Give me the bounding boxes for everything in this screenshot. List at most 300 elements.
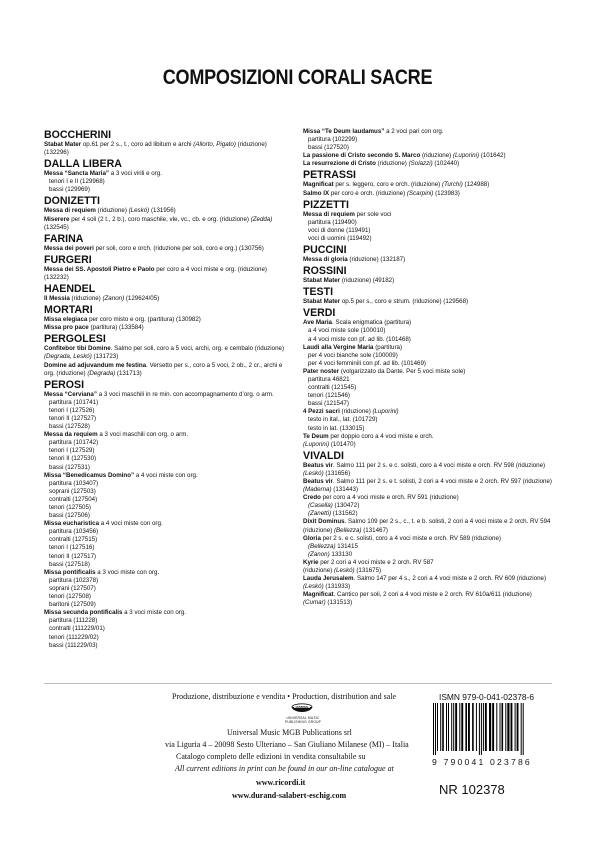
entry-text: (131675): [354, 567, 382, 575]
entry-text: . Salmo 109 per 2 s., c., t. e b. solisti, 2 cori a 4 voci miste e 2 orch. RV 594: [344, 518, 551, 526]
catalogue-entry: [303, 256, 553, 264]
entry-text: bassi (127520): [308, 144, 349, 152]
editor-name: (Leskó): [128, 207, 150, 215]
entry-text: 131415: [335, 542, 358, 550]
entry-text: bassi (121547): [308, 400, 349, 408]
catalogue-left-column: [44, 128, 292, 650]
barcode-bar: [502, 703, 504, 751]
entry-text: . Salmo per soli, coro a 5 voci, archi, org. e cembalo (riduzione): [110, 345, 285, 353]
editor-name: (Luporini): [303, 440, 330, 448]
entry-text: (102440): [432, 160, 460, 168]
catalogue-entry: [303, 575, 553, 591]
catalogue-entry: [44, 186, 292, 194]
entry-text: bassi (127518): [49, 560, 90, 568]
entry-text: (riduzione): [339, 408, 373, 416]
work-title: La passione di Cristo secondo S. Marco: [303, 152, 421, 160]
entry-text: (131562): [331, 510, 358, 518]
entry-text: (131723): [91, 353, 119, 361]
editor-name: (Bellezza): [333, 526, 362, 534]
work-title: Credo: [303, 494, 321, 502]
catalogue-entry: [303, 502, 553, 510]
entry-text: bassi (127531): [49, 463, 90, 471]
editor-name: (Degrada, Leskó): [44, 353, 92, 361]
editor-name: (Casella): [308, 502, 333, 510]
work-title: Messa di gloria: [303, 256, 348, 264]
work-title: Il Messia: [44, 295, 70, 303]
entry-text: (131956): [149, 207, 176, 215]
work-title: Missa “Benedicamus Domino”: [44, 471, 135, 479]
entry-text: testo in ital., lat. (101729): [308, 416, 378, 424]
work-title: Gloria: [303, 534, 321, 542]
barcode-bar: [523, 703, 524, 755]
catalogue-entry: [303, 551, 553, 559]
catalogue-entry: [44, 488, 292, 496]
logo-caption: [277, 717, 329, 724]
work-title: Missa eucharistica: [44, 520, 100, 528]
entry-text: a 4 voci miste con org.: [134, 471, 198, 479]
work-title: 4 Pezzi sacri: [303, 408, 340, 416]
entry-text: tenori (111229/02): [49, 633, 99, 641]
entry-text: (riduzione): [69, 295, 103, 303]
catalogue-entry: [44, 141, 292, 149]
catalogue-entry: [44, 316, 292, 324]
editor-name: (Luporini): [372, 408, 399, 416]
work-title: Magnificat: [303, 181, 334, 189]
work-title: Missa secunda pontificalis: [44, 609, 123, 617]
catalogue-entry: [303, 352, 553, 360]
entry-text: partitura (102299): [308, 136, 358, 144]
entry-text: testo in lat. (133015): [308, 424, 365, 432]
entry-text: (132232): [44, 273, 69, 281]
work-title: Missa elegiaca: [44, 316, 88, 324]
catalogue-entry: [303, 559, 553, 567]
catalogue-entry: [303, 433, 553, 441]
entry-text: a 3 voci miste con org.: [95, 568, 160, 576]
entry-text: per s. leggero, coro e orch. (riduzione): [333, 181, 442, 189]
entry-text: (riduzione) (132187): [347, 256, 406, 264]
catalogue-entry: [44, 207, 292, 215]
work-title: Beatus vir: [303, 461, 333, 469]
work-title: Messa “Cerviana”: [44, 390, 97, 398]
barcode-bar: [437, 703, 438, 751]
catalogue-entry: [44, 480, 292, 488]
entry-text: (123983): [433, 189, 460, 197]
catalogue-entry: [303, 376, 553, 384]
work-title: Domine ad adjuvandum me festina: [44, 361, 147, 369]
catalogue-entry: [44, 561, 292, 569]
composer-heading: DONIZETTI: [44, 195, 100, 208]
work-title: Magnificat: [303, 591, 334, 599]
composer-heading: PETRASSI: [303, 169, 356, 182]
entry-text: partitura (102378): [49, 576, 99, 584]
catalogue-entry: [44, 601, 292, 609]
entry-text: soprani (127507): [49, 584, 96, 592]
editor-name: (Zanon): [102, 295, 125, 303]
entry-text: (volgarizzato da Dante. Per 5 voci miste sole): [339, 367, 466, 375]
barcode-bar: [485, 703, 487, 751]
catalogue-entry: [44, 512, 292, 520]
entry-text: (partitura): [373, 343, 403, 351]
entry-text: per coro misto e org. (partitura) (130982): [87, 316, 201, 324]
entry-text: partitura (111228): [49, 617, 98, 625]
catalogue-entry: [303, 344, 553, 352]
work-title: Missa pro pace: [44, 324, 89, 332]
catalogue-entry: [44, 544, 292, 552]
editor-name: (Bellezza): [308, 542, 336, 550]
catalogue-entry: [44, 345, 292, 361]
catalogue-entry: [44, 447, 292, 455]
work-title: Laudi alla Vergine Maria: [303, 343, 374, 351]
composer-heading: DALLA LIBERA: [44, 158, 122, 171]
barcode-bar: [496, 703, 497, 751]
barcode-bar: [479, 703, 480, 755]
entry-text: bassi (127506): [49, 512, 90, 520]
entry-text: tenori I (127529): [49, 447, 95, 455]
entry-text: . Versetto per s., coro a 5 voci, 2 ob., 2 cr., archi e org. (riduzione): [44, 361, 283, 377]
editor-name: (Zanon): [308, 550, 330, 558]
catalogue-entry: [44, 324, 292, 332]
barcode-bar: [507, 703, 509, 751]
catalogue-entry: [44, 625, 292, 633]
entry-text: (riduzione): [375, 160, 409, 168]
catalogue-entry: [44, 245, 292, 253]
entry-text: (131443): [331, 486, 359, 494]
catalogue-entry: [303, 400, 553, 408]
entry-text: tenori (127505): [49, 504, 91, 511]
entry-text: per soli, coro e orch. (riduzione per soli, coro e org.) (130756): [93, 244, 264, 252]
entry-text: per 4 voci femminili con pf. ad lib. (101469): [308, 359, 426, 367]
entry-text: op.61 per 2 s., t., coro ad libitum e archi: [81, 141, 194, 148]
catalogue-entry: [44, 266, 292, 274]
barcode-bar: [517, 703, 519, 751]
catalogue-entry: [303, 128, 553, 136]
entry-text: voci di uomini (119492): [308, 234, 372, 242]
catalogue-entry: [44, 274, 292, 282]
entry-text: per doppio coro a 4 voci miste e orch.: [328, 432, 434, 440]
entry-text: contralti (111229/01): [49, 625, 105, 633]
entry-text: (131933): [323, 583, 351, 591]
entry-text: partitura (101741): [49, 398, 99, 406]
barcode-bar: [476, 703, 477, 751]
work-title: Messa dei poveri: [44, 244, 94, 252]
composer-heading: FURGERI: [44, 253, 92, 266]
catalogue-entry: [303, 510, 553, 518]
catalogue-entry: [303, 478, 553, 494]
editor-name: (Allorto, Pigato): [193, 141, 236, 148]
catalogue-entry: [44, 391, 292, 399]
work-title: Messa “Sancta Maria”: [44, 170, 109, 178]
catalogue-entry: [44, 178, 292, 186]
catalogue-entry: [44, 224, 292, 232]
catalogue-entry: [44, 431, 292, 439]
barcode-bar: [521, 703, 522, 755]
barcode-bar: [435, 703, 436, 755]
ricordi-link[interactable]: www.ricordi.it: [256, 778, 306, 787]
work-title: Messa di requiem: [44, 207, 96, 215]
composer-heading: VERDI: [303, 307, 336, 320]
work-title: Messa da requiem: [44, 431, 98, 439]
entry-text: (riduzione): [303, 526, 334, 534]
entry-text: 133130: [329, 550, 353, 558]
editor-name: (Cumar): [303, 599, 326, 607]
catalogue-entry: [44, 569, 292, 577]
work-title: Messa dei SS. Apostoli Pietro e Paolo: [44, 265, 155, 273]
entry-text: per sole voci: [354, 210, 392, 218]
entry-text: a 3 voci maschili con org. o arm.: [97, 431, 189, 439]
barcode-bar: [459, 703, 460, 751]
catalogue-entry: [303, 567, 553, 575]
catalogue-entry: [44, 464, 292, 472]
entry-text: (131513): [325, 599, 353, 607]
work-title: Confitebor tibi Domine: [44, 345, 111, 353]
work-title: La resurrezione di Cristo: [303, 160, 376, 168]
catalogue-number: NR 102378: [439, 782, 505, 797]
editor-name: (Degrada): [87, 369, 116, 377]
barcode-number: 9 790041 023786: [432, 757, 532, 767]
entry-text: (132545): [44, 223, 69, 231]
entry-text: a 4 voci miste con pf. ad lib. (101468): [308, 335, 411, 343]
barcode-bar: [472, 703, 474, 751]
catalogue-entry: [303, 462, 553, 478]
universal-logo-icon: [290, 701, 314, 716]
barcode-bar: [453, 703, 454, 751]
work-title: Beatus vir: [303, 478, 333, 485]
catalogue-entry: [303, 360, 553, 368]
entry-text: . Cantico per soli, 2 cori a 4 voci miste e 2 orch. RV 610a/611 (riduzione): [333, 591, 532, 599]
work-title: Salmo IX: [303, 189, 330, 197]
entry-text: (riduzione): [420, 152, 453, 160]
entry-text: partitura (103456): [49, 528, 99, 536]
editor-name: (Turchi): [441, 181, 463, 189]
composer-heading: PUCCINI: [303, 244, 347, 257]
entry-text: partitura (103407): [49, 479, 99, 487]
entry-text: (130472): [332, 502, 360, 510]
page-title: COMPOSIZIONI CORALI SACRE: [162, 66, 433, 89]
catalogue-entry: [303, 518, 553, 526]
barcode-bar: [433, 703, 434, 755]
entry-text: tenori II (127517): [49, 552, 97, 560]
editor-name: (Solazzi): [408, 160, 433, 168]
entry-text: (riduzione): [303, 567, 334, 575]
entry-text: per coro a 4 voci miste e org. (riduzione): [154, 265, 267, 273]
catalogue-entry: [303, 494, 553, 502]
publisher-address: via Liguria 4 – 20098 Sesto Ulteriano – San Giuliano Milanese (MI) – Italia: [165, 740, 409, 749]
catalogue-entry: [44, 520, 292, 528]
barcode-bar: [505, 703, 506, 751]
entry-text: (131713): [115, 369, 142, 377]
entry-text: per 2 cori a 4 voci miste e 2 orch. RV 587: [318, 558, 434, 566]
barcode-bar: [489, 703, 491, 751]
catalogue-entry: [303, 591, 553, 599]
entry-text: (124988): [462, 181, 490, 189]
catalogue-entry: [303, 235, 553, 243]
work-title: Messa di requiem: [303, 210, 355, 218]
catalogue-entry: [44, 642, 292, 650]
work-title: Missa “Te Deum laudamus”: [303, 128, 385, 135]
entry-text: a 4 voci miste sole (100010): [308, 327, 386, 335]
catalogue-entry: [303, 368, 553, 376]
composer-heading: ROSSINI: [303, 265, 347, 278]
catalogue-entry: [303, 227, 553, 235]
catalogue-entry: [44, 455, 292, 463]
work-title: Stabat Mater: [303, 298, 341, 306]
entry-text: op.5 per s., coro e strum. (riduzione) (129568): [340, 298, 469, 306]
catalogue-entry: [44, 407, 292, 415]
catalogue-entry: [44, 170, 292, 178]
editor-name: (Leskó): [333, 567, 355, 575]
catalogue-entry: [44, 553, 292, 561]
catalogue-right-column: [303, 128, 553, 608]
entry-text: (129624/05): [124, 295, 160, 303]
work-title: Stabat Mater: [303, 277, 341, 285]
catalogue-entry: [303, 441, 553, 449]
entry-text: contralti (127504): [49, 495, 98, 503]
catalogue-entry: [44, 295, 292, 303]
entry-text: bassi (129969): [49, 186, 90, 194]
catalogue-entry: [303, 319, 553, 327]
entry-text: (131656): [323, 469, 351, 477]
catalogue-entry: [44, 423, 292, 431]
composer-heading: FARINA: [44, 232, 84, 245]
entry-text: contralti (121545): [308, 384, 357, 392]
entry-text: (132296): [44, 149, 69, 157]
catalogue-note-en: All current editions in print can be found in our on-line catalogue at: [175, 764, 394, 773]
barcode-bar: [511, 703, 513, 751]
catalogue-entry: [44, 617, 292, 625]
entry-text: bassi (127528): [49, 423, 90, 431]
barcode-bar: [446, 703, 447, 751]
catalogue-entry: [44, 593, 292, 601]
entry-text: per coro e orch. (riduzione): [329, 189, 407, 197]
composer-heading: VIVALDI: [303, 449, 345, 462]
composer-heading: PEROSI: [44, 378, 85, 391]
work-title: Miserere: [44, 215, 70, 223]
entry-text: a 3 voci maschili in re min. con accompagnamento d’org. o arm.: [96, 390, 274, 398]
entry-text: (101642): [479, 152, 506, 160]
catalogue-entry: [303, 144, 553, 152]
catalogue-entry: [44, 472, 292, 480]
work-title: Kyrie: [303, 558, 319, 566]
barcode-bar: [461, 703, 463, 751]
entry-text: partitura 46821: [308, 375, 350, 383]
entry-text: (riduzione): [235, 141, 267, 148]
composer-heading: HAENDEL: [44, 283, 96, 296]
entry-text: per coro a 4 voci miste e orch. RV 591 (riduzione): [320, 494, 459, 502]
barcode-bar: [483, 703, 484, 751]
catalogue-entry: [44, 585, 292, 593]
footer-divider: [44, 683, 552, 684]
entry-text: bassi (111229/03): [49, 641, 98, 649]
entry-text: tenori (121546): [308, 392, 350, 400]
entry-text: (partitura) (133584): [88, 324, 144, 332]
editor-name: (Luporini): [452, 152, 480, 160]
entry-text: soprani (127503): [49, 487, 96, 495]
work-title: Ave Maria: [303, 319, 333, 327]
barcode-bar: [465, 703, 467, 751]
entry-text: (101470): [329, 440, 356, 448]
publisher-name: Universal Music MGB Publications srl: [227, 728, 352, 737]
catalogue-entry: [44, 528, 292, 536]
barcode-bar: [500, 703, 501, 751]
catalogue-entry: [44, 496, 292, 504]
production-line: Produzione, distribuzione e vendita • Production, distribution and sale: [172, 692, 397, 701]
entry-text: tenori II (127530): [49, 455, 97, 463]
composer-heading: PERGOLESI: [44, 333, 106, 346]
catalogue-entry: [303, 327, 553, 335]
editor-name: (Scarpini): [406, 189, 434, 197]
work-title: Lauda Jerusalem: [303, 575, 354, 583]
composer-heading: BOCCHERINI: [44, 129, 112, 141]
composer-heading: PIZZETTI: [303, 198, 349, 211]
entry-text: . Salmo 111 per 2 s. e c. solisti, coro a 4 voci miste e orch. RV 598 (riduzione): [332, 461, 546, 469]
logo-caption-line-1: UNIVERSAL MUSIC: [286, 716, 320, 720]
catalogue-entry: [44, 439, 292, 447]
catalogue-entry: [303, 298, 553, 306]
entry-text: tenori I (127516): [49, 544, 95, 552]
editor-name: (Leskó): [303, 469, 324, 477]
catalogue-entry: [303, 425, 553, 433]
entry-text: per 4 soli (2 t., 2 b.), coro maschile, vle, vc., cb. e org. (riduzione): [69, 215, 251, 223]
composer-heading: MORTARI: [44, 304, 93, 317]
catalogue-entry: [303, 136, 553, 144]
composer-heading: TESTI: [303, 286, 334, 299]
barcode-bar: [451, 703, 452, 751]
entry-text: per 4 voci bianche sole (100009): [308, 351, 398, 359]
catalogue-entry: [44, 216, 292, 224]
catalogue-entry: [44, 609, 292, 617]
entry-text: a 3 voci virili e org.: [109, 170, 162, 178]
barcode-bar: [515, 703, 516, 751]
work-title: Pater noster: [303, 367, 340, 375]
entry-text: . Scala enigmatica (partitura): [332, 319, 412, 327]
editor-name: (Leskó): [303, 583, 324, 591]
entry-text: partitura (119490): [308, 218, 357, 226]
catalogue-entry: [303, 181, 553, 189]
entry-text: contralti (127515): [49, 536, 98, 544]
catalogue-entry: [44, 399, 292, 407]
entry-text: (riduzione): [95, 207, 129, 215]
barcode-bar: [448, 703, 449, 751]
entry-text: per 2 s. e c. solisti, coro a 4 voci miste e orch. RV 589 (riduzione): [320, 534, 501, 542]
catalogue-entry: [44, 577, 292, 585]
entry-text: partitura (101742): [49, 439, 99, 447]
catalogue-entry: [303, 543, 553, 551]
entry-text: a 3 voci miste con org.: [122, 609, 187, 617]
work-title: Te Deum: [303, 432, 329, 440]
entry-text: a 2 voci pari con org.: [384, 128, 444, 135]
catalogue-entry: [44, 362, 292, 378]
barcode-bar: [481, 703, 482, 755]
catalogue-note-it: Catalogo completo delle edizioni in vendita consultabile su: [176, 752, 366, 761]
catalogue-entry: [44, 149, 292, 157]
entry-text: tenori (127508): [49, 593, 91, 601]
barcode-icon: [431, 703, 551, 755]
entry-text: (131467): [361, 526, 388, 534]
durand-link[interactable]: www.durand-salabert-eschig.com: [232, 791, 347, 800]
editor-name: (Zanetti): [308, 510, 332, 518]
catalogue-entry: [44, 504, 292, 512]
catalogue-entry: [303, 408, 553, 416]
catalogue-entry: [303, 160, 553, 168]
barcode-bar: [442, 703, 444, 751]
entry-text: voci di donne (119491): [308, 226, 371, 234]
catalogue-entry: [303, 277, 553, 285]
work-title: Stabat Mater: [44, 141, 82, 148]
entry-text: a 4 voci miste con org.: [99, 520, 163, 528]
barcode-bar: [468, 703, 470, 751]
catalogue-entry: [303, 527, 553, 535]
entry-text: . Salmo 147 per 4 s., 2 cori a 4 voci miste e 2 orch. RV 609 (riduzione): [353, 575, 547, 583]
